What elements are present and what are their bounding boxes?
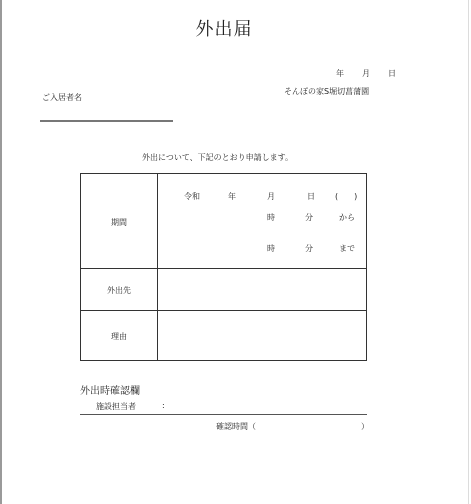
start-minute: 分 xyxy=(305,213,313,222)
reason-label: 理由 xyxy=(111,332,127,341)
confirmation-time-label: 確認時間（ xyxy=(216,422,256,431)
confirmation-title: 外出時確認欄 xyxy=(80,386,140,397)
date-day: 日 xyxy=(388,69,396,78)
end-until: まで xyxy=(339,244,355,253)
table-row-divider xyxy=(81,268,366,269)
start-hour: 時 xyxy=(267,213,275,222)
date-month: 月 xyxy=(362,69,370,78)
date-year: 年 xyxy=(336,69,344,78)
staff-colon: : xyxy=(162,401,165,410)
confirmation-time-close: ） xyxy=(361,422,369,431)
end-minute: 分 xyxy=(305,244,313,253)
period-weekday: ( ) xyxy=(335,192,358,201)
period-day: 日 xyxy=(307,192,315,201)
page-left-border xyxy=(0,0,2,504)
page-right-border xyxy=(468,0,469,504)
facility-name: そんぽの家S堀切菖蒲園 xyxy=(284,87,370,96)
staff-label: 施設担当者 xyxy=(96,402,136,411)
intro-text: 外出について、下記のとおり申請します。 xyxy=(142,153,294,162)
period-year: 年 xyxy=(228,192,236,201)
outing-form-table xyxy=(80,173,367,361)
period-era: 令和 xyxy=(184,192,200,201)
period-label: 期間 xyxy=(111,218,127,227)
staff-signature-line xyxy=(80,414,367,415)
end-hour: 時 xyxy=(267,244,275,253)
resident-label: ご入居者名 xyxy=(42,93,82,102)
table-row-divider xyxy=(81,310,366,311)
period-month: 月 xyxy=(267,192,275,201)
start-from: から xyxy=(339,213,355,222)
document-title: 外出届 xyxy=(195,19,253,40)
resident-name-line xyxy=(40,120,173,122)
table-column-divider xyxy=(157,174,158,360)
destination-label: 外出先 xyxy=(107,286,131,295)
